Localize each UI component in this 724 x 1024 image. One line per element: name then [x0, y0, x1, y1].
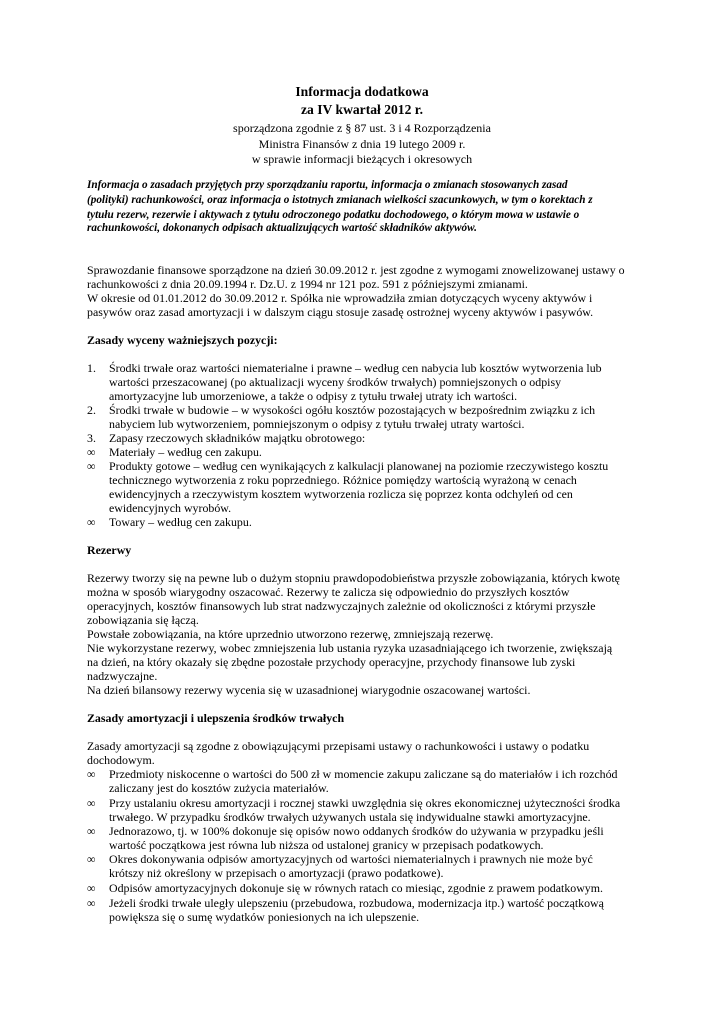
bullet-icon: ∞ [87, 445, 96, 459]
bullet-icon: ∞ [87, 881, 96, 895]
section-heading-valuation: Zasady wyceny ważniejszych pozycji: [87, 333, 278, 347]
paragraph-line: Nie wykorzystane rezerwy, wobec zmniejszenia lub ustania ryzyka uzasadniającego ich tworzenie, zwiększają [87, 641, 613, 655]
bullet-icon: ∞ [87, 459, 96, 473]
list-item-text: Jeżeli środki trwałe uległy ulepszeniu (przebudowa, rozbudowa, modernizacja itp.) wartość początkową [109, 896, 604, 910]
bullet-icon: ∞ [87, 515, 96, 529]
document-period: za IV kwartał 2012 r. [301, 102, 423, 117]
bullet-icon: ∞ [87, 852, 96, 866]
list-item-text: Środki trwałe oraz wartości niematerialne i prawne – według cen nabycia lub kosztów wytworzenia lub [109, 361, 602, 375]
list-item-text: ewidencyjnych a rzeczywistym kosztem wytworzenia rozlicza się poprzez konta odchyleń od cen [109, 487, 573, 501]
intro-line: rachunkowości, dokonanych odpisach aktualizujących wartość składników aktywów. [87, 222, 477, 234]
list-item-text: Towary – według cen zakupu. [109, 515, 252, 529]
list-item-text: Okres dokonywania odpisów amortyzacyjnych od wartości niematerialnych i prawnych nie może być [109, 852, 593, 866]
intro-line: (polityki) rachunkowości, oraz informacja o istotnych zmianach wielkości szacunkowych, w tym o korektach z [87, 194, 593, 206]
list-item-text: technicznego wytworzenia z roku poprzedniego. Różnice pomiędzy wartością wyrażoną w cenach [109, 473, 577, 487]
list-item-text: trwałego. W przypadku środków trwałych używanych ustala się indywidualne stawki amortyzacyjne. [109, 810, 591, 824]
paragraph-line: W okresie od 01.01.2012 do 30.09.2012 r. Spółka nie wprowadziła zmian dotyczących wyceny aktywów i [87, 291, 593, 305]
paragraph-line: Na dzień bilansowy rezerwy wycenia się w uzasadnionej wiarygodnie oszacowanej wartości. [87, 683, 531, 697]
paragraph-line: można w sposób wiarygodny oszacować. Rezerwy te zalicza się odpowiednio do przyszłych kosztów [87, 585, 570, 599]
paragraph-line: nadzwyczajne. [87, 669, 158, 683]
paragraph-line: pasywów oraz zasad amortyzacji i w dalszym ciągu stosuje zasadę ostrożnej wyceny aktywów i pasywów. [87, 305, 594, 319]
paragraph-line: Powstałe zobowiązania, na które uprzednio utworzono rezerwę, zmniejszają rezerwę. [87, 627, 494, 641]
list-item-text: Odpisów amortyzacyjnych dokonuje się w równych ratach co miesiąc, zgodnie z prawem podatkowym. [109, 881, 603, 895]
list-number: 3. [87, 431, 96, 445]
bullet-icon: ∞ [87, 767, 96, 781]
bullet-icon: ∞ [87, 896, 96, 910]
list-item-text: wartość początkowa jest równa lub niższa od ustalonej granicy w przepisach podatkowych. [109, 838, 544, 852]
list-item-text: Produkty gotowe – według cen wynikających z kalkulacji planowanej na poziomie rzeczywistego kosztu [109, 459, 609, 473]
list-item-text: amortyzacyjne lub umorzeniowe, a także o odpisy z tytułu trwałej utraty ich wartości. [109, 389, 518, 403]
intro-line: tytułu rezerw, rezerwie i aktywach z tytułu odroczonego podatku dochodowego, o którym mowa w ustawie o [87, 209, 580, 221]
list-number: 2. [87, 403, 96, 417]
list-item-text: zaliczany jest do kosztów zużycia materiałów. [109, 781, 329, 795]
list-item-text: Przedmioty niskocenne o wartości do 500 zł w momencie zakupu zaliczane są do materiałów i ich rozchód [109, 767, 618, 781]
section-heading-reserves: Rezerwy [87, 543, 132, 557]
list-number: 1. [87, 361, 96, 375]
document-subtitle-line: w sprawie informacji bieżących i okresowych [251, 152, 473, 166]
paragraph-line: zobowiązania się łączą. [87, 613, 199, 627]
paragraph-line: Rezerwy tworzy się na pewne lub o dużym stopniu prawdopodobieństwa przyszłe zobowiązania, których kwotę [87, 571, 620, 585]
paragraph-line: na dzień, na który okazały się zbędne pozostałe przychody operacyjne, przychody finansowe lub zyski [87, 655, 576, 669]
document-subtitle-line: Ministra Finansów z dnia 19 lutego 2009 r. [258, 137, 466, 151]
bullet-icon: ∞ [87, 824, 96, 838]
list-item-text: Zapasy rzeczowych składników majątku obrotowego: [109, 431, 366, 445]
list-item-text: Materiały – według cen zakupu. [109, 445, 262, 459]
paragraph-line: rachunkowości z dnia 20.09.1994 r. Dz.U. z 1994 nr 121 poz. 591 z późniejszymi zmianami. [87, 277, 528, 291]
list-item-text: powiększa się o sumę wydatków poniesionych na ich ulepszenie. [109, 910, 420, 924]
bullet-icon: ∞ [87, 796, 96, 810]
document-subtitle-line: sporządzona zgodnie z § 87 ust. 3 i 4 Rozporządzenia [233, 121, 491, 135]
list-item-text: Przy ustalaniu okresu amortyzacji i rocznej stawki uwzględnia się okres ekonomicznej użyteczności środka [109, 796, 621, 810]
list-item-text: nabyciem lub wytworzeniem, pomniejszonym o odpisy z tytułu trwałej utraty wartości. [109, 417, 525, 431]
paragraph-line: dochodowym. [87, 753, 155, 767]
paragraph-line: Sprawozdanie finansowe sporządzone na dzień 30.09.2012 r. jest zgodne z wymogami znowelizowanej ustawy o [87, 263, 625, 277]
list-item-text: Środki trwałe w budowie – w wysokości ogółu kosztów pozostających w bezpośrednim związku z ich [109, 403, 596, 417]
section-heading-depreciation: Zasady amortyzacji i ulepszenia środków trwałych [87, 711, 345, 725]
list-item-text: wartości przeszacowanej (po aktualizacji wyceny środków trwałych) pomniejszonych o odpisy [109, 375, 562, 389]
document-title: Informacja dodatkowa [295, 84, 429, 99]
list-item-text: Jednorazowo, tj. w 100% dokonuje się opisów nowo oddanych środków do używania w przypadku jeśli [109, 824, 604, 838]
paragraph-line: operacyjnych, kosztów finansowych lub strat nadzwyczajnych zależnie od okoliczności z którymi przyszłe [87, 599, 596, 613]
paragraph-line: Zasady amortyzacji są zgodne z obowiązującymi przepisami ustawy o rachunkowości i ustawy o podatku [87, 739, 590, 753]
list-item-text: ewidencyjnych wyrobów. [109, 501, 232, 515]
list-item-text: krótszy niż określony w przepisach o amortyzacji (prawo podatkowe). [109, 866, 444, 880]
intro-line: Informacja o zasadach przyjętych przy sporządzaniu raportu, informacja o zmianach stosowanych zasad [87, 179, 568, 191]
